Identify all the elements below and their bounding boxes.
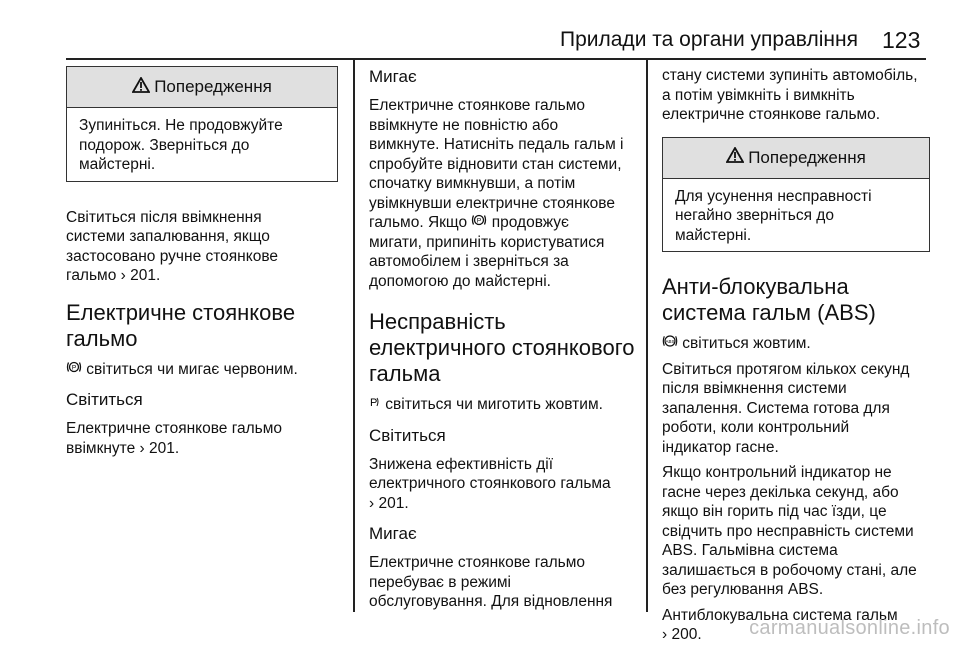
paragraph [662, 463, 930, 600]
warning-box [66, 66, 338, 182]
parking-brake-icon [471, 213, 487, 233]
paragraph [369, 553, 637, 612]
text-line: стану системи зупиніть автомобіль, [662, 67, 918, 84]
text-line: › 201. [369, 494, 409, 512]
text-line: мигати, припиніть користуватися [369, 233, 605, 251]
paragraph [369, 455, 637, 514]
text-line: роботи, коли контрольний [662, 419, 850, 436]
text-line: застосовано ручне стоянкове [66, 247, 278, 265]
text-line: › 200. [662, 626, 702, 643]
text-line: Електричне стоянкове гальмо [369, 554, 586, 571]
page-reference-arrow-icon: › [662, 626, 668, 643]
column-divider-2 [646, 60, 648, 612]
text-line: а потім увімкніть і вимкніть [662, 86, 855, 104]
warning-line: майстерні. [675, 226, 752, 244]
text-line: Знижена ефективність дії [369, 455, 554, 473]
svg-text:P: P [71, 364, 77, 371]
text-line: Якщо контрольний індикатор не [662, 464, 892, 481]
text-line: без регулювання ABS. [662, 581, 824, 598]
text-line: електричного стоянкового гальма [369, 475, 611, 492]
text-line: ABS. Гальмівна система [662, 542, 838, 559]
paragraph: P світиться чи миготить жовтим. [370, 396, 603, 413]
text-line: Електричне стоянкове гальмо [66, 420, 283, 437]
parking-brake-icon [66, 360, 82, 380]
text-line: спочатку вимкнувши, а потім [369, 175, 576, 192]
subheading: Мигає [369, 524, 417, 543]
text-line: перебуває в режимі [369, 573, 511, 591]
warning-triangle-icon [726, 147, 744, 168]
header-divider [66, 58, 926, 60]
paragraph [662, 360, 930, 458]
warning-line: Зупиніться. Не продовжуйте [79, 117, 283, 134]
paragraph [369, 96, 637, 291]
warning-text [67, 108, 337, 181]
text-line: допомогою до майстерні. [369, 272, 551, 290]
page-number: 123 [882, 27, 921, 53]
paragraph [66, 419, 338, 458]
paragraph [662, 66, 930, 125]
text-line: спробуйте відновити стан системи, [369, 155, 622, 173]
text-line: системи запалювання, якщо [66, 228, 270, 245]
warning-triangle-icon [132, 77, 150, 98]
paragraph [66, 208, 338, 286]
text-line: Електричне стоянкове гальмо [369, 97, 586, 114]
warning-title: Попередження [154, 77, 272, 97]
subheading: Світиться [66, 390, 143, 409]
svg-text:P: P [477, 217, 482, 225]
svg-text:P: P [370, 397, 378, 409]
text-line: запалення. Система готова для [662, 399, 890, 417]
section-heading: Анти-блокувальна система гальм (ABS) [662, 274, 876, 325]
epb-fault-icon [369, 395, 381, 415]
column-divider-1 [353, 60, 355, 612]
text-line: гальмо. Якщо P продовжує [369, 214, 569, 231]
warning-line: майстерні. [79, 156, 156, 173]
column-3 [662, 66, 930, 651]
subheading: Світиться [369, 425, 446, 445]
text-line: гасне через декілька секунд, або [662, 483, 899, 501]
page-header-title: Прилади та органи управління [560, 28, 858, 51]
page-reference-arrow-icon: › [120, 267, 126, 284]
watermark: carmanualsonline.info [749, 617, 950, 639]
text-line: автомобілем і зверніться за [369, 253, 569, 270]
paragraph: P світиться чи мигає червоним. [66, 360, 338, 380]
text-line: обслуговування. Для відновлення [369, 593, 613, 610]
text-line: Антиблокувальна система гальм [662, 606, 898, 624]
text-line: ввімкнуте не повністю або [369, 116, 559, 134]
warning-line: Для усунення несправності [675, 187, 872, 205]
section-heading: Несправність електричного стоянкового гальма [369, 309, 635, 386]
subheading: Мигає [369, 67, 417, 86]
text-line: гальмо › 201. [66, 267, 161, 284]
text-line: індикатор гасне. [662, 438, 779, 456]
warning-line: подорож. Зверніться до [79, 136, 250, 154]
svg-text:ABS: ABS [665, 339, 675, 344]
text-line: Світиться після ввімкнення [66, 208, 262, 226]
abs-icon [662, 334, 678, 354]
text-line: увімкнувши електричне стоянкове [369, 194, 615, 212]
text-line: вимкнуте. Натисніть педаль гальм і [369, 136, 624, 153]
warning-line: негайно зверніться до [675, 207, 834, 224]
section-heading: Електричне стоянкове гальмо [66, 299, 296, 351]
warning-title: Попередження [748, 147, 866, 167]
warning-text [663, 179, 929, 252]
page-reference-arrow-icon: › [369, 494, 375, 512]
page-reference-arrow-icon: › [139, 439, 145, 457]
text-line: свідчить про несправність системи [662, 522, 914, 540]
column-1 [66, 66, 338, 464]
warning-header [67, 67, 337, 108]
warning-box [662, 137, 930, 253]
text-line: якщо він горить під час їзди, це [662, 503, 887, 520]
warning-header [663, 138, 929, 179]
text-line: Світиться протягом кількох секунд [662, 360, 910, 378]
text-line: ввімкнуте › 201. [66, 439, 180, 457]
column-2 [369, 66, 637, 618]
text-line: електричне стоянкове гальмо. [662, 106, 881, 123]
text-line: після ввімкнення системи [662, 380, 847, 397]
text-line: залишається в робочому стані, але [662, 561, 917, 579]
paragraph: ABS світиться жовтим. [662, 334, 930, 354]
